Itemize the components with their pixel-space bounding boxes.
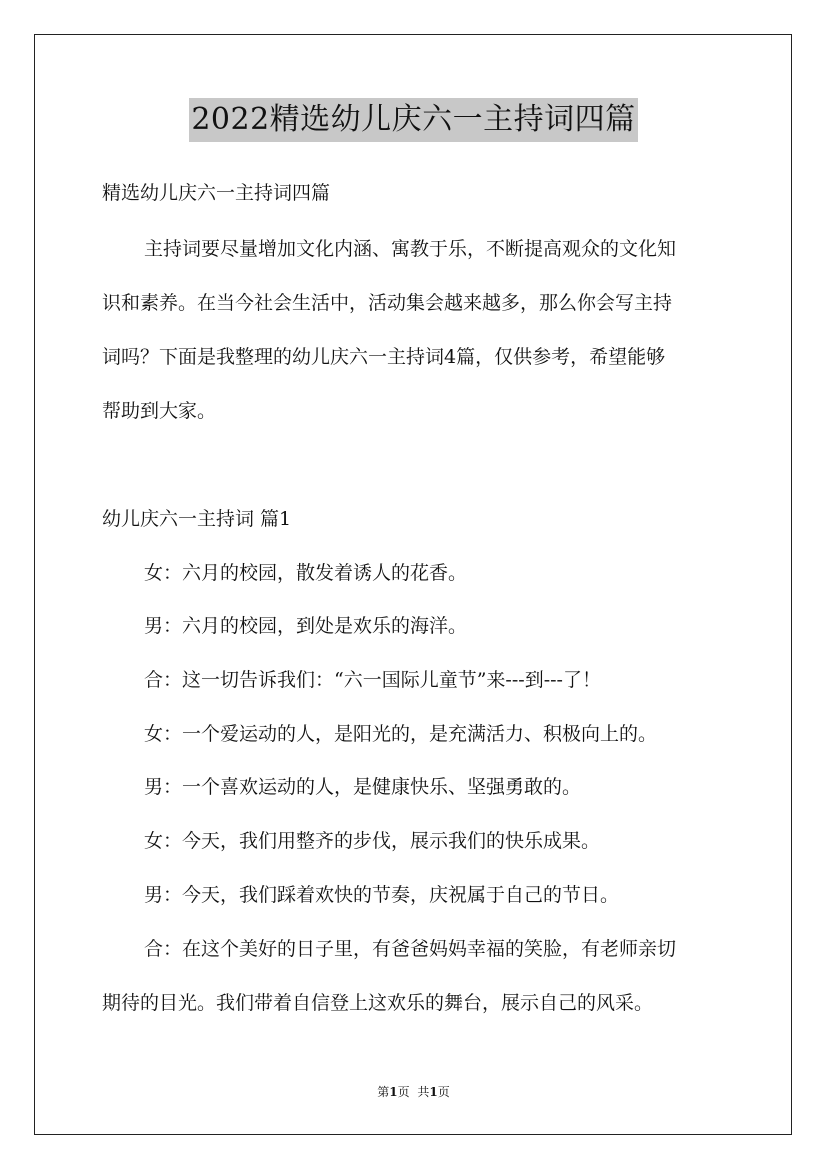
dialogue-line-5: 男：一个喜欢运动的人，是健康快乐、坚强勇敢的。 [144, 776, 582, 798]
total-prefix: 共 [417, 1085, 430, 1099]
page-prefix: 第 [377, 1085, 390, 1099]
document-subtitle: 精选幼儿庆六一主持词四篇 [102, 182, 331, 204]
dialogue-line-6: 女：今天，我们用整齐的步伐，展示我们的快乐成果。 [144, 830, 601, 852]
page-number: 1 [389, 1085, 398, 1099]
intro-line-1: 主持词要尽量增加文化内涵、寓教于乐，不断提高观众的文化知 [144, 238, 677, 260]
page-suffix: 页 [397, 1085, 410, 1099]
dialogue-line-8: 合：在这个美好的日子里，有爸爸妈妈幸福的笑脸，有老师亲切 [144, 938, 677, 960]
dialogue-line-2: 男：六月的校园，到处是欢乐的海洋。 [144, 615, 468, 637]
intro-line-2: 识和素养。在当今社会生活中，活动集会越来越多，那么你会写主持 [102, 292, 673, 314]
page-footer [0, 1083, 827, 1101]
intro-line-3: 词吗？下面是我整理的幼儿庆六一主持词4篇，仅供参考，希望能够 [102, 346, 666, 368]
total-pages: 1 [429, 1085, 438, 1099]
section-heading: 幼儿庆六一主持词 篇1 [102, 508, 292, 530]
dialogue-line-1: 女：六月的校园，散发着诱人的花香。 [144, 562, 468, 584]
dialogue-line-7: 男：今天，我们踩着欢快的节奏，庆祝属于自己的节日。 [144, 884, 620, 906]
total-suffix: 页 [437, 1085, 450, 1099]
dialogue-line-9: 期待的目光。我们带着自信登上这欢乐的舞台，展示自己的风采。 [102, 992, 654, 1014]
document-title [0, 98, 827, 142]
document-title-text: 2022精选幼儿庆六一主持词四篇 [189, 98, 637, 142]
dialogue-line-3: 合：这一切告诉我们：“六一国际儿童节”来---到---了！ [144, 669, 601, 691]
dialogue-line-4: 女：一个爱运动的人，是阳光的，是充满活力、积极向上的。 [144, 723, 658, 745]
intro-line-4: 帮助到大家。 [102, 400, 217, 422]
